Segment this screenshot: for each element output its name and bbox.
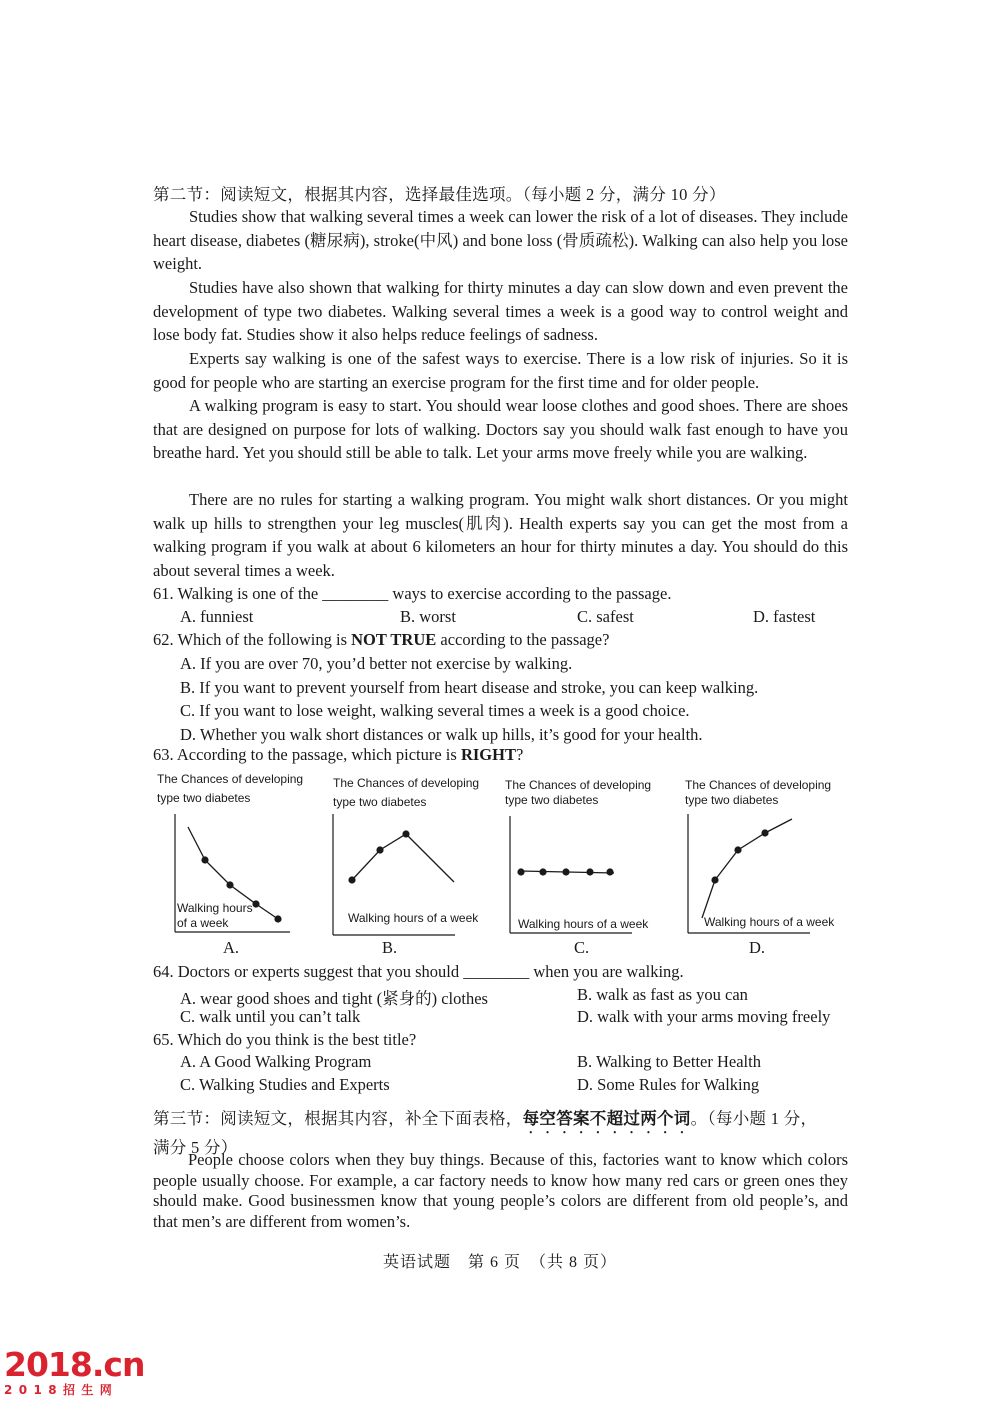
question-63-emphasis: RIGHT (460, 745, 516, 764)
chart-x-label: Walking hours of a week (348, 911, 479, 925)
chart-point (586, 868, 593, 875)
question-61-stem: 61. Walking is one of the ________ ways to exercise according to the passage. (153, 584, 672, 603)
chart-option-letter[interactable]: D. (749, 938, 766, 957)
chart-option-letter[interactable]: B. (382, 938, 398, 957)
diabetes-charts (150, 772, 850, 962)
chart-point (734, 846, 741, 853)
question-62-emphasis: NOT TRUE (351, 630, 437, 649)
question-63-stem: 63. According to the passage, which picture is RIGHT? (153, 745, 524, 764)
chart-option-letter[interactable]: A. (223, 938, 240, 957)
chart-x-label-line2: of a week (177, 916, 229, 930)
question-65-option-a[interactable]: A. A Good Walking Program (180, 1052, 372, 1071)
section-3-emphasis: 每空答案不超过两个词 (522, 1109, 691, 1128)
passage-paragraph-5: There are no rules for starting a walking program. You might walk short distances. Or you might walk up hills to strengthen your leg muscles(肌肉). Health experts say you can get the most from a walking program if you walk at about 6 kilometers an hour for thirty minutes a day. You should do this about several times a week. (153, 490, 848, 580)
question-64-option-b[interactable]: B. walk as fast as you can (577, 985, 748, 1004)
question-61-option-d[interactable]: D. fastest (753, 607, 816, 626)
chart-title-line2: type two diabetes (505, 793, 599, 807)
chart-series-line (702, 819, 792, 918)
chart-point (226, 881, 233, 888)
question-61-option-c[interactable]: C. safest (577, 607, 634, 626)
question-65-stem: 65. Which do you think is the best title? (153, 1030, 417, 1049)
chart-point (539, 868, 546, 875)
section-3-paragraph: People choose colors when they buy things. Because of this, factories want to know which colors people usually choose. For example, a car factory needs to know how many red cars or green ones they should make. Good businessmen know that young people’s colors are different from old people’s, and that men’s are different from women’s. (153, 1150, 848, 1231)
chart-point (376, 846, 383, 853)
section-3-heading: 第三节：阅读短文，根据其内容，补全下面表格，每空答案不超过两个词。（每小题 1 分， 满分 5 分） (153, 1109, 818, 1157)
chart-point (562, 868, 569, 875)
question-64-option-d[interactable]: D. walk with your arms moving freely (577, 1007, 831, 1026)
question-62-option-b[interactable]: B. If you want to prevent yourself from heart disease and stroke, you can keep walking. (180, 678, 759, 697)
logo-main-text: 2018.cn (4, 1345, 145, 1384)
question-62-option-d[interactable]: D. Whether you walk short distances or walk up hills, it’s good for your health. (180, 725, 703, 744)
question-62-stem: 62. Which of the following is NOT TRUE according to the passage? (153, 630, 610, 649)
chart-point (606, 868, 613, 875)
chart-title-line2: type two diabetes (157, 791, 251, 805)
question-62-option-a[interactable]: A. If you are over 70, you’d better not exercise by walking. (180, 654, 573, 673)
chart-point (402, 830, 409, 837)
question-61-option-a[interactable]: A. funniest (180, 607, 254, 626)
chart-title-line2: type two diabetes (685, 793, 779, 807)
chart-title-line2: type two diabetes (333, 795, 427, 809)
chart-point (201, 856, 208, 863)
chart-point (252, 900, 259, 907)
passage-paragraph-1: Studies show that walking several times a week can lower the risk of a lot of diseases. They include heart disease, diabetes (糖尿病), stroke(中风) and bone loss (骨质疏松). Walking can also help you lose weight. (153, 207, 848, 273)
chart-x-label: Walking hours of a week (704, 915, 835, 929)
chart-title-line1: The Chances of developing (685, 778, 832, 792)
chart-series-line (352, 834, 454, 882)
chart-x-label: Walking hours of a week (518, 917, 649, 931)
chart-point (348, 876, 355, 883)
site-logo (4, 1347, 144, 1398)
chart-option-letter[interactable]: C. (574, 938, 590, 957)
question-64-stem: 64. Doctors or experts suggest that you should ________ when you are walking. (153, 962, 684, 981)
section-2-heading: 第二节：阅读短文，根据其内容，选择最佳选项。（每小题 2 分，满分 10 分） (153, 185, 726, 204)
page-footer: 英语试题 第 6 页 （共 8 页） (382, 1254, 617, 1271)
question-65-option-d[interactable]: D. Some Rules for Walking (577, 1075, 760, 1094)
chart-title-line1: The Chances of developing (505, 778, 652, 792)
chart-title-line1: The Chances of developing (333, 776, 480, 790)
question-64-option-a[interactable]: A. wear good shoes and tight (紧身的) clothes (180, 989, 488, 1008)
chart-point (761, 829, 768, 836)
question-61-option-b[interactable]: B. worst (400, 607, 456, 626)
passage-paragraph-4: A walking program is easy to start. You should wear loose clothes and good shoes. There are shoes that are designed on purpose for lots of walking. Doctors say you should walk fast enough to have you breathe hard. Yet you should still be able to talk. Let your arms move freely while you are walking. (153, 396, 848, 462)
question-64-option-c[interactable]: C. walk until you can’t talk (180, 1007, 361, 1026)
chart-point (517, 868, 524, 875)
passage-paragraph-3: Experts say walking is one of the safest ways to exercise. There is a low risk of injuries. So it is good for people who are starting an exercise program for the first time and for older people. (153, 349, 848, 392)
question-65-option-b[interactable]: B. Walking to Better Health (577, 1052, 761, 1071)
chart-point (274, 915, 281, 922)
chart-x-label: Walking hours (177, 901, 253, 915)
question-65-option-c[interactable]: C. Walking Studies and Experts (180, 1075, 390, 1094)
logo-sub-text: 2018招生网 (4, 1383, 119, 1397)
question-62-option-c[interactable]: C. If you want to lose weight, walking several times a week is a good choice. (180, 701, 690, 720)
chart-point (711, 876, 718, 883)
passage-paragraph-2: Studies have also shown that walking for thirty minutes a day can slow down and even prevent the development of type two diabetes. Walking several times a week is a good way to control weight and lose body fat. Studies show it also helps reduce feelings of sadness. (153, 278, 848, 344)
chart-title-line1: The Chances of developing (157, 772, 304, 786)
